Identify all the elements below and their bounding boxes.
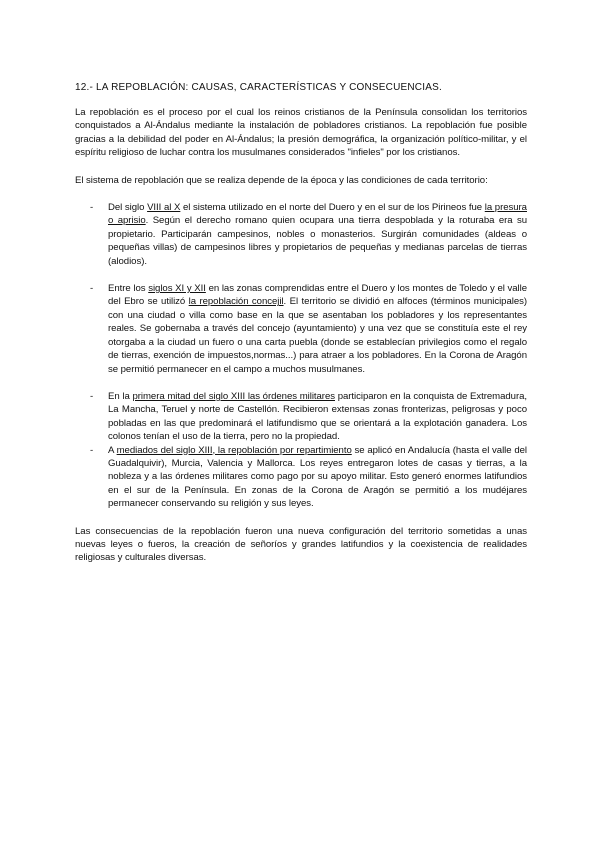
- underlined-text: siglos XI y XII: [148, 283, 206, 295]
- intro-paragraph: La repoblación es el proceso por el cual los reinos cristianos de la Península consolidan los territorios conquistados a Al-Ándalus mediante la instalación de pobladores cristianos. La repoblación fue posible gracias a la debilidad del poder en Al-Ándalus; la presión demográfica, la organización político-militar, y el espíritu religioso de luchar contra los musulmanes considerados "infieles" por los cristianos.: [75, 107, 527, 159]
- bullet-dash: -: [90, 202, 94, 214]
- bullet-dash: -: [90, 444, 94, 456]
- list-item: - Entre los siglos XI y XII en las zonas comprendidas entre el Duero y los montes de Toledo y el valle del Ebro se utilizó la repoblación concejil. El territorio se dividió en alfoces (términos municipales) con una ciudad o villa como base en la que se asentaban los pobladores y los representantes reales. Se gobernaba a través del concejo (ayuntamiento) y una vez que se constituía este el rey otorgaba a la ciudad un fuero o una carta puebla (donde se establecían privilegios como el regalo de tierras, exención de impuestos,normas...) para atraer a los pobladores. En la Corona de Aragón se permitió permanecer en el campo a muchos musulmanes.: [90, 283, 528, 375]
- list-item: - En la primera mitad del siglo XIII las órdenes militares participaron en la conquista de Extremadura, La Mancha, Teruel y norte de Castellón. Recibieron extensas zonas fronterizas, peligrosas y poco pobladas en las que predominará el latifundismo que se orientará a la explotación ganadera. Los colonos tenían el uso de la tierra, pero no la propiedad.: [90, 390, 528, 443]
- systems-intro-paragraph: El sistema de repoblación que se realiza depende de la época y las condiciones de cada territorio:: [75, 174, 488, 186]
- bullet-dash: -: [90, 283, 94, 295]
- underlined-text: VIII al X: [147, 202, 181, 214]
- list-item: - Del siglo VIII al X el sistema utilizado en el norte del Duero y en el sur de los Pirineos fue la presura o aprisio. Según el derecho romano quien ocupara una tierra despoblada y la roturaba era su propietario. Participarán campesinos, nobles o monasterios. Surgirán comunidades (aldeas o pequeñas villas) de campesinos libres y propietarios de pequeñas y medianas parcelas de tierras (alodios).: [90, 202, 528, 267]
- page-title: 12.- LA REPOBLACIÓN: CAUSAS, CARACTERÍSTICAS Y CONSECUENCIAS.: [75, 82, 442, 93]
- underlined-text: la presura o aprisio: [108, 202, 527, 227]
- bullet-dash: -: [90, 390, 94, 402]
- underlined-text: primera mitad del siglo XIII las órdenes militares: [132, 390, 335, 402]
- conclusion-paragraph: Las consecuencias de la repoblación fueron una nueva configuración del territorio sometidas a unas nuevas leyes o fueros, la creación de señoríos y grandes latifundios y la coexistencia de realidades religiosas y culturales diversas.: [75, 525, 527, 564]
- repopulation-systems-list: [75, 201, 527, 511]
- list-item: - A mediados del siglo XIII, la repoblación por repartimiento se aplicó en Andalucía (hasta el valle del Guadalquivir), Murcia, Valencia y Mallorca. Los reyes entregaron lotes de casas y tierras, a la nobleza y a las órdenes militares como pago por su apoyo militar. Esto generó enormes latifundios en el sur de la Península. En zonas de la Corona de Aragón se permitió a los mudéjares permanecer conservando su religión y sus leyes.: [90, 444, 527, 510]
- underlined-text: mediados del siglo XIII, la repoblación por repartimiento: [116, 444, 352, 456]
- underlined-text: la repoblación concejil: [188, 296, 284, 308]
- document-body: [75, 81, 527, 579]
